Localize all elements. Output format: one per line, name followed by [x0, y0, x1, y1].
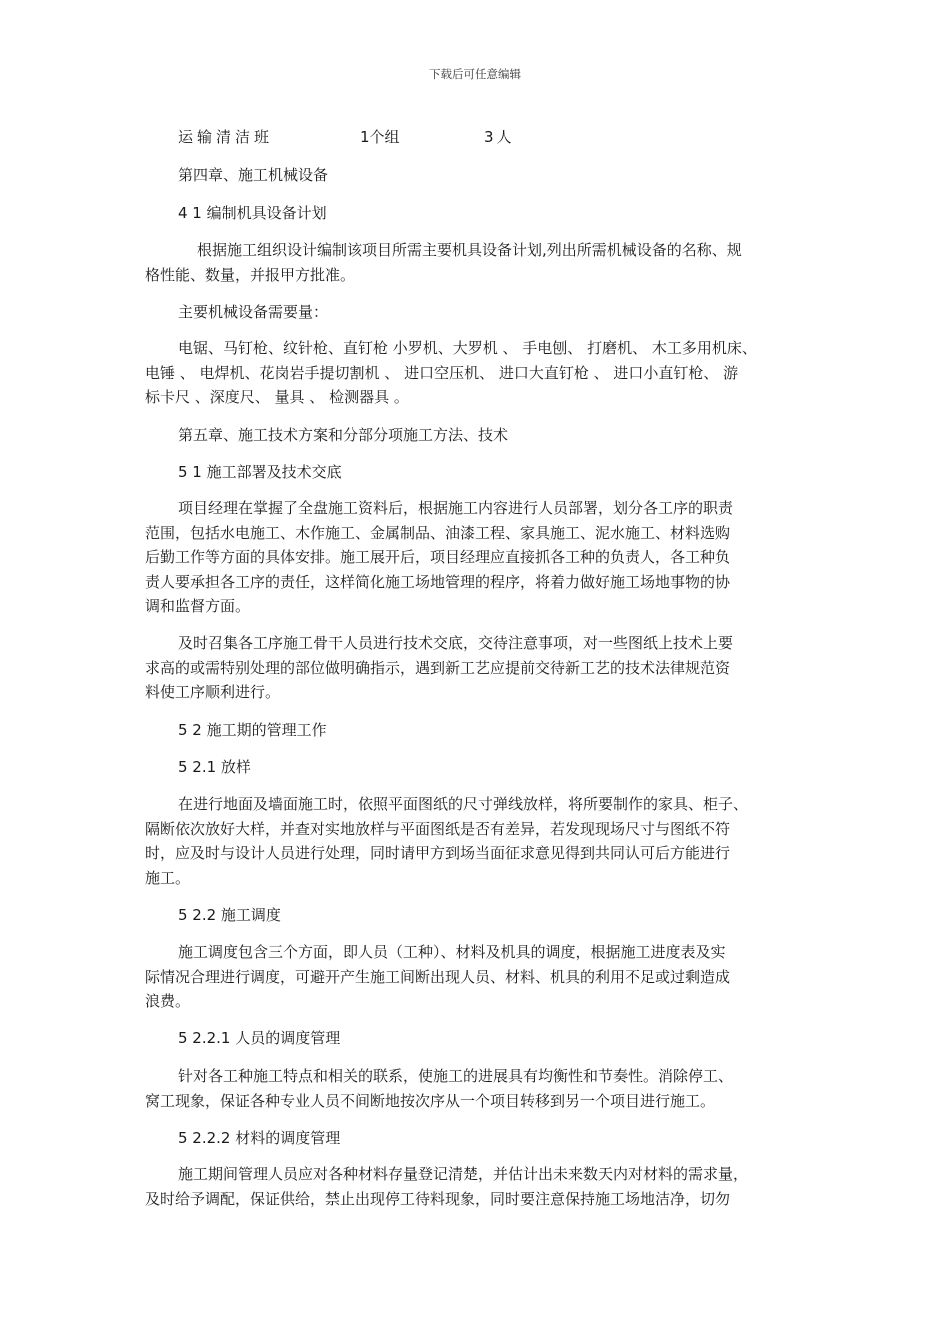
paragraph-5-1-b [145, 631, 813, 705]
text-line: 施工。 [145, 868, 191, 887]
section-5-2-1-heading [178, 755, 846, 780]
text-line: 第四章、施工机械设备 [178, 166, 329, 184]
text-line: 5 2.2 施工调度 [178, 906, 281, 924]
text-line: 施工调度包含三个方面，即人员（工种）、材料及机具的调度，根据施工进度表及实 [178, 943, 726, 961]
paragraph-5-1-a [145, 496, 813, 619]
text-line: 范围，包括水电施工、木作施工、金属制品、油漆工程、家具施工、泥水施工、材料选购 [145, 523, 731, 542]
text-line: 求高的或需特别处理的部位做明确指示，遇到新工艺应提前交待新工艺的技术法律规范资 [145, 658, 731, 677]
text-line: 窝工现象，保证各种专业人员不间断地按次序从一个项目转移到另一个项目进行施工。 [145, 1091, 716, 1110]
equipment-heading [178, 300, 846, 325]
text-line: 5 1 施工部署及技术交底 [178, 463, 342, 481]
text-line: 项目经理在掌握了全盘施工资料后，根据施工内容进行人员部署，划分各工序的职责 [178, 499, 734, 517]
text-line: 电锤 、 电焊机、花岗岩手提切割机 、 进口空压机、 进口大直钉枪 、 进口小直钉枪、 游 [145, 363, 739, 382]
section-5-1-heading [178, 460, 846, 485]
section-5-2-2-2-heading [178, 1126, 846, 1151]
text-line: 在进行地面及墙面施工时，依照平面图纸的尺寸弹线放样，将所要制作的家具、柜子、 [178, 795, 749, 813]
text-line: 隔断依次放好大样，并查对实地放样与平面图纸是否有差异，若发现现场尺寸与图纸不符 [145, 819, 731, 838]
text-line: 5 2 施工期的管理工作 [178, 721, 327, 739]
text-line: 及时给予调配，保证供给，禁止出现停工待料现象，同时要注意保持施工场地洁净，切勿 [145, 1189, 731, 1208]
equipment-list [145, 336, 813, 410]
paragraph-4-1 [145, 238, 813, 287]
section-5-2-2-heading [178, 903, 846, 928]
text-line: 标卡尺 、深度尺、 量具 、 检测器具 。 [145, 388, 409, 406]
text-line: 第五章、施工技术方案和分部分项施工方法、技术 [178, 426, 509, 444]
chapter-4-heading [178, 163, 846, 188]
text-line: 际情况合理进行调度，可避开产生施工间断出现人员、材料、机具的利用不足或过剩造成 [145, 967, 731, 986]
chapter-5-heading [178, 423, 846, 448]
text-line: 格性能、数量，并报甲方批准。 [145, 265, 356, 284]
text-line: 针对各工种施工特点和相关的联系，使施工的进展具有均衡性和节奏性。消除停工、 [178, 1067, 734, 1085]
text-line: 责人要承担各工序的责任，这样简化施工场地管理的程序，将着力做好施工场地事物的协 [145, 572, 731, 591]
text-line: 电锯、马钉枪、纹针枪、直钉枪 小罗机、大罗机 、 手电刨、 打磨机、 木工多用机床、 [178, 339, 757, 357]
text-line: 及时召集各工序施工骨干人员进行技术交底，交待注意事项，对一些图纸上技术上要 [178, 634, 734, 652]
text-line: 4 1 编制机具设备计划 [178, 204, 327, 222]
text-line: 主要机械设备需要量： [178, 303, 329, 321]
crew-name: 运输清洁班 [178, 128, 274, 146]
paragraph-5-2-1 [145, 792, 813, 890]
text-line: 后勤工作等方面的具体安排。施工展开后，项目经理应直接抓各工种的负责人，各工种负 [145, 548, 731, 566]
text-line: 浪费。 [145, 992, 191, 1010]
text-line: 料使工序顺利进行。 [145, 683, 281, 701]
crew-groups: 1个组 [360, 128, 400, 146]
text-line: 5 2.1 放样 [178, 758, 251, 776]
text-line: 5 2.2.2 材料的调度管理 [178, 1129, 341, 1147]
paragraph-5-2-2-1 [145, 1064, 813, 1113]
text-line: 时，应及时与设计人员进行处理，同时请甲方到场当面征求意见得到共同认可后方能进行 [145, 844, 731, 862]
section-5-2-heading [178, 718, 846, 743]
page-header: 下载后可任意编辑 [429, 67, 521, 81]
section-5-2-2-1-heading [178, 1026, 846, 1051]
paragraph-5-2-2 [145, 940, 813, 1014]
text-line: 施工期间管理人员应对各种材料存量登记清楚，并估计出未来数天内对材料的需求量， [178, 1165, 749, 1183]
text-line: 根据施工组织设计编制该项目所需主要机具设备计划,列出所需机械设备的名称、规 [197, 241, 742, 259]
paragraph-5-2-2-2 [145, 1162, 813, 1211]
text-line: 5 2.2.1 人员的调度管理 [178, 1029, 341, 1047]
text-line: 调和监督方面。 [145, 597, 251, 615]
crew-people: 3人 [484, 128, 515, 146]
section-4-1-heading [178, 201, 846, 226]
